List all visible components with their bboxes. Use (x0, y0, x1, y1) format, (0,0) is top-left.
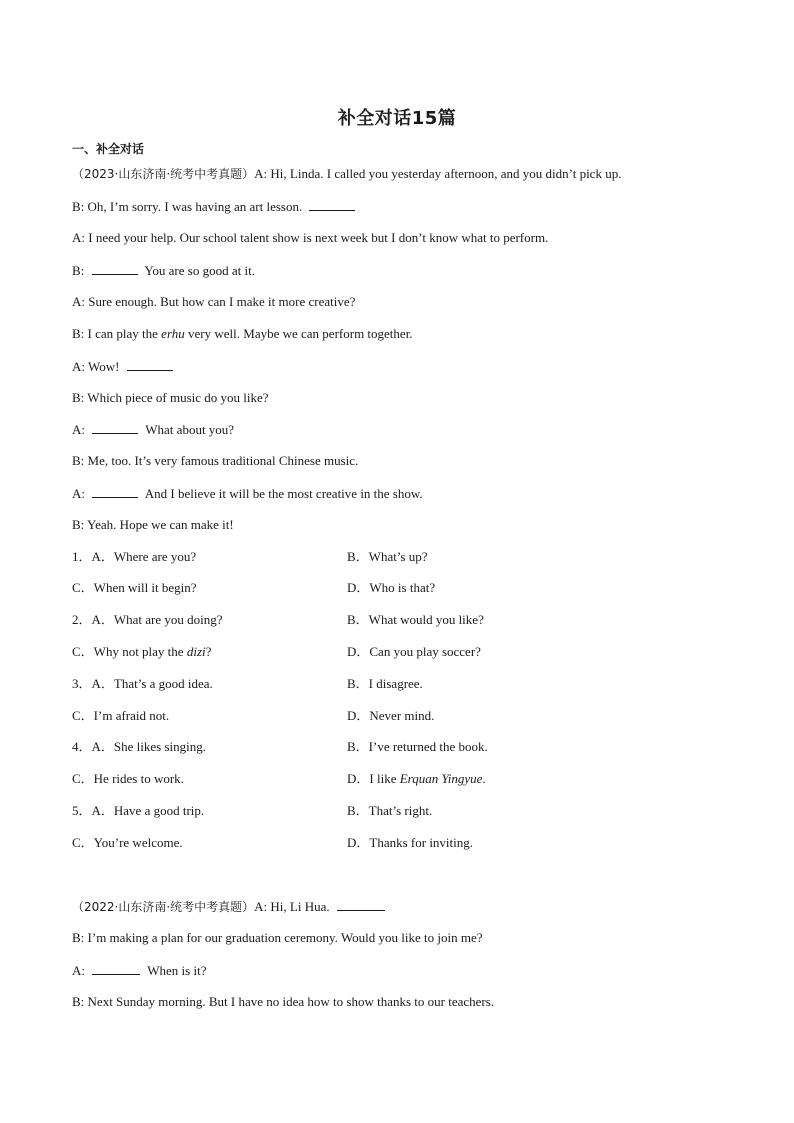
dialogue-line (72, 198, 359, 215)
line-text: B: Yeah. Hope we can make it! (72, 517, 234, 532)
option-item[interactable]: B．I’ve returned the book. (347, 739, 488, 754)
option-item[interactable]: C．I’m afraid not. (72, 708, 170, 723)
option-text: ? (205, 644, 212, 659)
line-italic-text: erhu (161, 326, 185, 341)
line-text: You are so good at it. (144, 263, 255, 278)
answer-blank[interactable] (92, 262, 138, 275)
dialogue-line (72, 930, 483, 946)
option-item[interactable]: 1．A．Where are you? (72, 549, 197, 564)
option-item[interactable]: B．I disagree. (347, 676, 423, 691)
question-source: （2022·山东济南·统考中考真题） (72, 900, 255, 914)
line-text: B: Oh, I’m sorry. I was having an art lesson. (72, 199, 303, 214)
question-source: （2023·山东济南·统考中考真题） (72, 167, 255, 181)
dialogue-line (72, 517, 234, 533)
option-text: C．Why not play the (72, 644, 184, 659)
option-item[interactable]: 4．A．She likes singing. (72, 739, 206, 754)
answer-blank[interactable] (92, 421, 138, 434)
option-item[interactable]: B．What would you like? (347, 612, 484, 627)
line-text: very well. Maybe we can perform together. (188, 326, 413, 341)
option-item[interactable]: D．Can you play soccer? (347, 644, 481, 659)
option-item[interactable]: D．Who is that? (347, 580, 436, 595)
dialogue-line (72, 230, 548, 246)
line-text: B: (72, 263, 85, 278)
option-item[interactable]: C．He rides to work. (72, 771, 184, 786)
dialogue-line (72, 262, 255, 279)
line-text: B: Me, too. It’s very famous traditional Chinese music. (72, 453, 359, 468)
dialogue-line (72, 326, 413, 342)
line-text: A: (72, 422, 85, 437)
line-text: B: Which piece of music do you like? (72, 390, 269, 405)
dialogue-line (72, 994, 494, 1010)
answer-blank[interactable] (92, 485, 138, 498)
line-text: A: (72, 963, 85, 978)
line-text: And I believe it will be the most creative in the show. (144, 486, 423, 501)
option-text: . (482, 771, 486, 786)
dialogue-line (72, 390, 269, 406)
section-heading: 一、补全对话 (72, 142, 145, 156)
line-text: B: Next Sunday morning. But I have no idea how to show thanks to our teachers. (72, 994, 495, 1009)
line-text: A: Hi, Linda. I called you yesterday afternoon, and you didn’t pick up. (254, 166, 622, 181)
line-text: A: (72, 486, 85, 501)
line-text: B: I’m making a plan for our graduation ceremony. Would you like to join me? (72, 930, 483, 945)
line-text: When is it? (147, 963, 207, 978)
option-item[interactable] (347, 771, 486, 787)
dialogue-line (72, 421, 234, 438)
dialogue-line (72, 453, 358, 469)
option-italic-text: Erquan Yingyue (399, 771, 483, 786)
answer-blank[interactable] (337, 898, 385, 911)
line-text: A: Sure enough. But how can I make it more creative? (72, 294, 356, 309)
option-item[interactable]: C．When will it begin? (72, 580, 197, 595)
page-title: 补全对话15篇 (337, 108, 457, 129)
line-text: A: Hi, Li Hua. (254, 899, 330, 914)
dialogue-line (72, 898, 389, 915)
answer-blank[interactable] (309, 198, 355, 211)
option-item[interactable]: B．What’s up? (347, 549, 428, 564)
dialogue-line (72, 485, 423, 502)
option-italic-text: dizi (186, 644, 206, 659)
dialogue-line (72, 294, 355, 310)
dialogue-line (72, 962, 206, 979)
option-item[interactable]: 2．A．What are you doing? (72, 612, 223, 627)
line-text: A: Wow! (72, 359, 120, 374)
line-text: What about you? (145, 422, 235, 437)
option-item[interactable] (72, 644, 211, 660)
line-text: A: I need your help. Our school talent show is next week but I don’t know what to perform. (72, 230, 549, 245)
answer-blank[interactable] (127, 358, 173, 371)
option-item[interactable]: B．That’s right. (347, 803, 433, 818)
line-text: B: I can play the (72, 326, 158, 341)
option-item[interactable]: D．Thanks for inviting. (347, 835, 474, 850)
dialogue-line (72, 358, 177, 375)
option-item[interactable]: D．Never mind. (347, 708, 435, 723)
dialogue-line (72, 166, 621, 182)
option-item[interactable]: 5．A．Have a good trip. (72, 803, 205, 818)
answer-blank[interactable] (92, 962, 140, 975)
option-item[interactable]: C．You’re welcome. (72, 835, 183, 850)
option-text: D．I like (347, 771, 397, 786)
option-item[interactable]: 3．A．That’s a good idea. (72, 676, 213, 691)
